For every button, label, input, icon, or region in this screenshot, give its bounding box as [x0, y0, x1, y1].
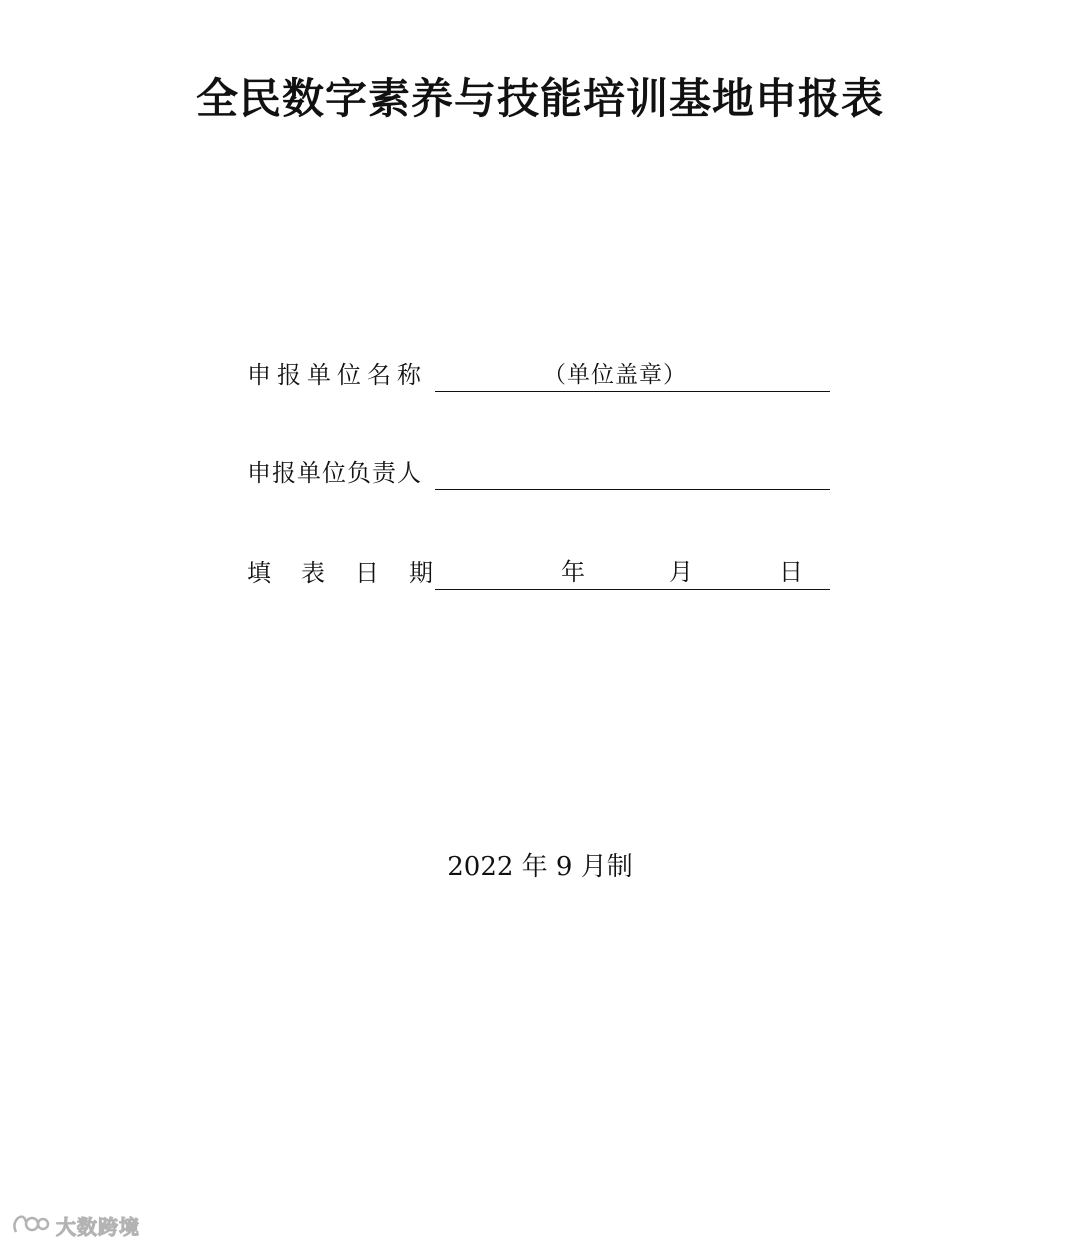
unit-leader-label: 申报单位负责人 — [247, 459, 422, 487]
watermark — [10, 1210, 140, 1240]
unit-name-field — [247, 352, 830, 392]
issued-date: 2022 年 9 月制 — [447, 852, 633, 882]
year-marker: 年 — [561, 558, 585, 586]
day-marker: 日 — [779, 558, 803, 586]
fill-date-field — [247, 550, 830, 590]
document-title: 全民数字素养与技能培训基地申报表 — [195, 74, 884, 123]
watermark-text: 大数跨境 — [56, 1214, 140, 1239]
unit-name-label: 申报单位名称 — [247, 361, 427, 389]
unit-leader-field — [247, 450, 830, 490]
month-marker: 月 — [669, 558, 693, 586]
fill-date-label: 填表日期 — [247, 559, 463, 587]
unit-seal-hint: （单位盖章） — [543, 362, 687, 388]
unit-name-line — [435, 357, 830, 392]
watermark-logo-icon — [10, 1212, 50, 1238]
fill-date-line — [435, 555, 830, 590]
unit-leader-line — [435, 455, 830, 490]
